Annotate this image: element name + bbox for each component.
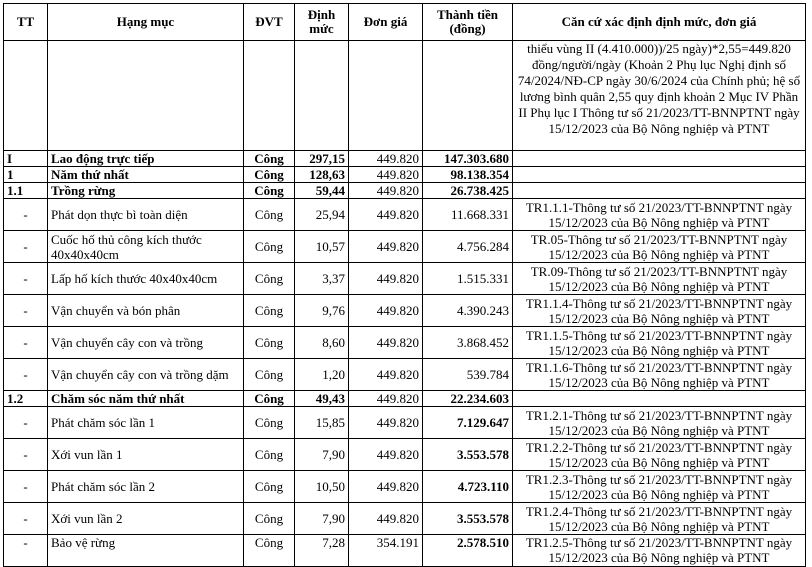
table-row [4, 471, 806, 503]
row-norm: 10,57 [295, 231, 349, 263]
row-unit: Công [244, 327, 295, 359]
row-item: Bảo vệ rừng [48, 535, 244, 567]
row-basis [513, 391, 806, 407]
row-amount: 3.553.578 [423, 439, 513, 471]
row-norm: 10,50 [295, 471, 349, 503]
row-price: 449.820 [349, 503, 423, 535]
row-amount: 4.723.110 [423, 471, 513, 503]
row-amount: 7.129.647 [423, 407, 513, 439]
table-row [4, 391, 806, 407]
row-basis: TR1.2.1-Thông tư số 21/2023/TT-BNNPTNT ngày 15/12/2023 của Bộ Nông nghiệp và PTNT [513, 407, 806, 439]
row-norm: 49,43 [295, 391, 349, 407]
row-basis: TR1.2.3-Thông tư số 21/2023/TT-BNNPTNT ngày 15/12/2023 của Bộ Nông nghiệp và PTNT [513, 471, 806, 503]
row-unit: Công [244, 183, 295, 199]
row-basis: TR1.1.1-Thông tư số 21/2023/TT-BNNPTNT ngày 15/12/2023 của Bộ Nông nghiệp và PTNT [513, 199, 806, 231]
row-norm: 15,85 [295, 407, 349, 439]
header-item: Hạng mục [48, 4, 244, 41]
row-norm: 7,28 [295, 535, 349, 567]
header-unit: ĐVT [244, 4, 295, 41]
row-tt: - [4, 439, 48, 471]
header-norm: Định mức [295, 4, 349, 41]
row-norm: 3,37 [295, 263, 349, 295]
table-row [4, 167, 806, 183]
row-unit: Công [244, 151, 295, 167]
row-unit: Công [244, 391, 295, 407]
row-item: Vận chuyển cây con và trồng [48, 327, 244, 359]
row-tt: - [4, 471, 48, 503]
row-amount: 539.784 [423, 359, 513, 391]
row-tt: I [4, 151, 48, 167]
row-unit: Công [244, 439, 295, 471]
row-price: 449.820 [349, 471, 423, 503]
row-amount: 147.303.680 [423, 151, 513, 167]
row-item: Xới vun lần 1 [48, 439, 244, 471]
row-tt: 1.1 [4, 183, 48, 199]
row-tt: - [4, 359, 48, 391]
row-basis: TR1.2.4-Thông tư số 21/2023/TT-BNNPTNT ngày 15/12/2023 của Bộ Nông nghiệp và PTNT [513, 503, 806, 535]
table-row [4, 439, 806, 471]
row-norm: 7,90 [295, 503, 349, 535]
table-row [4, 503, 806, 535]
row-tt: - [4, 535, 48, 567]
note-row [4, 41, 806, 151]
row-basis: TR1.1.4-Thông tư số 21/2023/TT-BNNPTNT ngày 15/12/2023 của Bộ Nông nghiệp và PTNT [513, 295, 806, 327]
row-tt: - [4, 263, 48, 295]
row-tt: - [4, 231, 48, 263]
row-unit: Công [244, 535, 295, 567]
table-row [4, 359, 806, 391]
row-tt: - [4, 503, 48, 535]
row-price: 449.820 [349, 167, 423, 183]
row-price: 449.820 [349, 151, 423, 167]
header-amount: Thành tiền (đồng) [423, 4, 513, 41]
row-price: 449.820 [349, 295, 423, 327]
row-basis: TR1.1.5-Thông tư số 21/2023/TT-BNNPTNT ngày 15/12/2023 của Bộ Nông nghiệp và PTNT [513, 327, 806, 359]
row-norm: 128,63 [295, 167, 349, 183]
row-price: 449.820 [349, 183, 423, 199]
row-tt: - [4, 407, 48, 439]
table-row [4, 263, 806, 295]
row-norm: 9,76 [295, 295, 349, 327]
row-price: 449.820 [349, 327, 423, 359]
table-row [4, 295, 806, 327]
row-unit: Công [244, 231, 295, 263]
row-amount: 22.234.603 [423, 391, 513, 407]
row-item: Phát chăm sóc lần 1 [48, 407, 244, 439]
row-price: 354.191 [349, 535, 423, 567]
row-unit: Công [244, 503, 295, 535]
table-row [4, 231, 806, 263]
row-item: Năm thứ nhất [48, 167, 244, 183]
row-amount: 98.138.354 [423, 167, 513, 183]
row-basis: TR.05-Thông tư số 21/2023/TT-BNNPTNT ngày 15/12/2023 của Bộ Nông nghiệp và PTNT [513, 231, 806, 263]
row-amount: 26.738.425 [423, 183, 513, 199]
row-unit: Công [244, 295, 295, 327]
row-basis [513, 183, 806, 199]
row-price: 449.820 [349, 407, 423, 439]
row-item: Phát dọn thực bì toàn diện [48, 199, 244, 231]
row-amount: 4.756.284 [423, 231, 513, 263]
table-row [4, 199, 806, 231]
wage-basis-note: thiểu vùng II (4.410.000))/25 ngày)*2,55=449.820 đồng/người/ngày (Khoản 2 Phụ lục Nghị định số 74/2024/NĐ-CP ngày 30/6/2024 của Chính phủ; hệ số lương bình quân 2,55 quy định khoản 2 Mục IV Phần II Phụ lục I Thông tư số 21/2023/TT-BNNPTNT ngày 15/12/2023 của Bộ Nông nghiệp và PTNT [513, 41, 806, 151]
header-price: Đơn giá [349, 4, 423, 41]
row-amount: 4.390.243 [423, 295, 513, 327]
row-unit: Công [244, 471, 295, 503]
row-basis: TR1.2.5-Thông tư số 21/2023/TT-BNNPTNT ngày 15/12/2023 của Bộ Nông nghiệp và PTNT [513, 535, 806, 567]
row-price: 449.820 [349, 263, 423, 295]
row-basis [513, 167, 806, 183]
row-amount: 3.553.578 [423, 503, 513, 535]
row-basis: TR1.1.6-Thông tư số 21/2023/TT-BNNPTNT ngày 15/12/2023 của Bộ Nông nghiệp và PTNT [513, 359, 806, 391]
row-item: Xới vun lần 2 [48, 503, 244, 535]
row-norm: 25,94 [295, 199, 349, 231]
row-item: Vận chuyển và bón phân [48, 295, 244, 327]
row-price: 449.820 [349, 199, 423, 231]
row-item: Lấp hố kích thước 40x40x40cm [48, 263, 244, 295]
row-basis [513, 151, 806, 167]
row-tt: - [4, 327, 48, 359]
row-item: Cuốc hố thủ công kích thước 40x40x40cm [48, 231, 244, 263]
row-tt: 1.2 [4, 391, 48, 407]
row-item: Vận chuyển cây con và trồng dặm [48, 359, 244, 391]
row-price: 449.820 [349, 439, 423, 471]
row-item: Chăm sóc năm thứ nhất [48, 391, 244, 407]
row-unit: Công [244, 359, 295, 391]
header-tt: TT [4, 4, 48, 41]
table-row [4, 183, 806, 199]
row-norm: 1,20 [295, 359, 349, 391]
row-item: Trồng rừng [48, 183, 244, 199]
row-amount: 2.578.510 [423, 535, 513, 567]
header-basis: Căn cứ xác định định mức, đơn giá [513, 4, 806, 41]
row-basis: TR.09-Thông tư số 21/2023/TT-BNNPTNT ngày 15/12/2023 của Bộ Nông nghiệp và PTNT [513, 263, 806, 295]
row-amount: 3.868.452 [423, 327, 513, 359]
table-row [4, 407, 806, 439]
row-price: 449.820 [349, 231, 423, 263]
row-tt: 1 [4, 167, 48, 183]
row-norm: 59,44 [295, 183, 349, 199]
row-basis: TR1.2.2-Thông tư số 21/2023/TT-BNNPTNT ngày 15/12/2023 của Bộ Nông nghiệp và PTNT [513, 439, 806, 471]
cost-table [3, 3, 806, 567]
row-unit: Công [244, 407, 295, 439]
header-row [4, 4, 806, 41]
row-price: 449.820 [349, 391, 423, 407]
row-norm: 297,15 [295, 151, 349, 167]
row-amount: 1.515.331 [423, 263, 513, 295]
row-unit: Công [244, 167, 295, 183]
table-row [4, 327, 806, 359]
row-price: 449.820 [349, 359, 423, 391]
row-norm: 8,60 [295, 327, 349, 359]
row-unit: Công [244, 263, 295, 295]
table-row [4, 151, 806, 167]
row-amount: 11.668.331 [423, 199, 513, 231]
row-unit: Công [244, 199, 295, 231]
row-item: Lao động trực tiếp [48, 151, 244, 167]
row-tt: - [4, 295, 48, 327]
row-tt: - [4, 199, 48, 231]
table-row [4, 535, 806, 567]
row-norm: 7,90 [295, 439, 349, 471]
row-item: Phát chăm sóc lần 2 [48, 471, 244, 503]
